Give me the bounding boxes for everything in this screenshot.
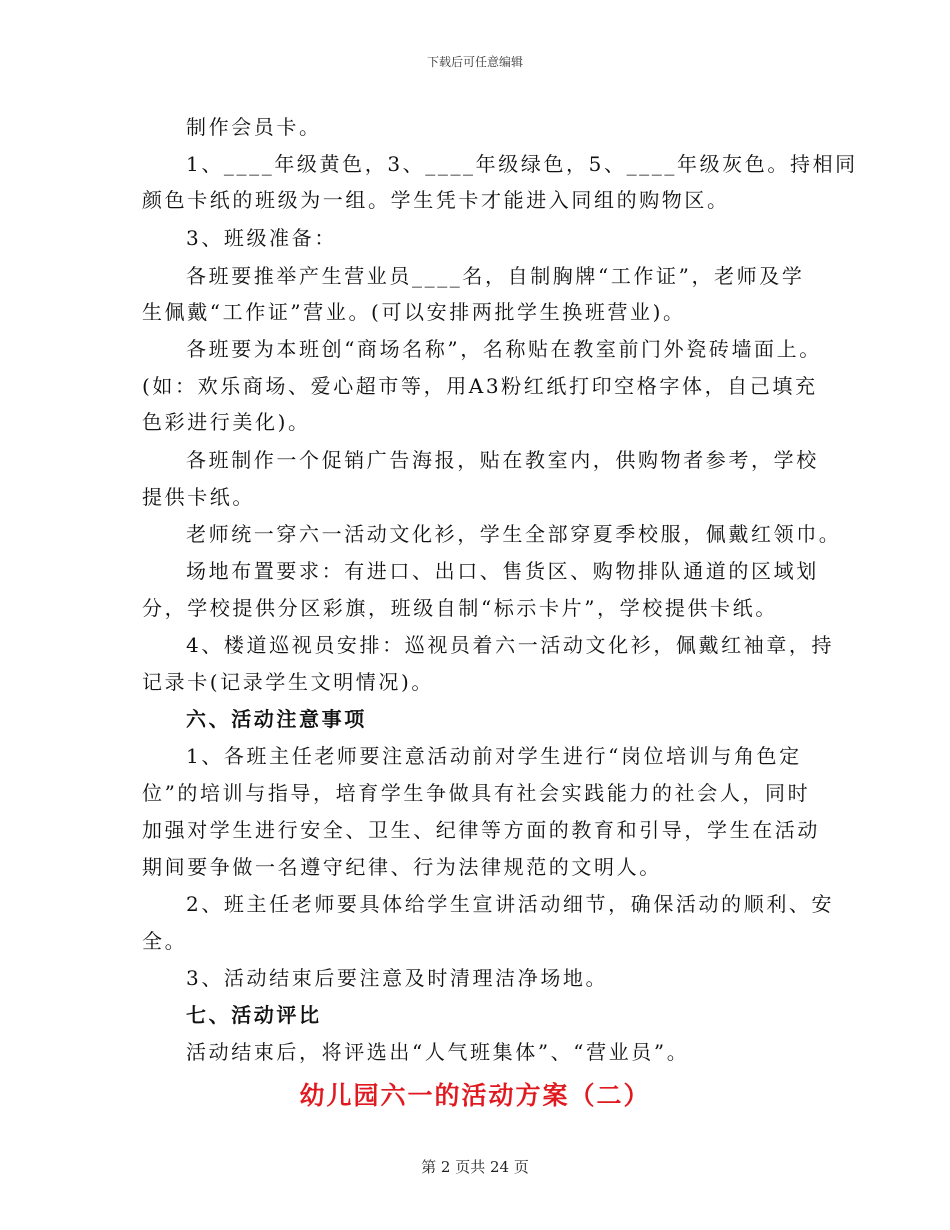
paragraph-line: 记录卡(记录学生文明情况)。 <box>142 670 435 694</box>
section-heading: 六、活动注意事项 <box>186 707 367 731</box>
paragraph-line: 2、班主任老师要具体给学生宣讲活动细节，确保活动的顺利、安 <box>186 892 835 916</box>
paragraph-line: 提供卡纸。 <box>142 485 255 509</box>
paragraph-line: 颜色卡纸的班级为一组。学生凭卡才能进入同组的购物区。 <box>142 188 730 212</box>
section-title: 幼儿园六一的活动方案（二） <box>299 1081 651 1110</box>
paragraph-line: 各班要为本班创“商场名称”，名称贴在教室前门外瓷砖墙面上。 <box>186 337 822 361</box>
paragraph-line: 4、楼道巡视员安排：巡视员着六一活动文化衫，佩戴红袖章，持 <box>186 633 835 657</box>
page-footer: 第 2 页共 24 页 <box>421 1158 529 1176</box>
paragraph-line: 制作会员卡。 <box>186 115 322 139</box>
paragraph-line: 加强对学生进行安全、卫生、纪律等方面的教育和引导，学生在活动 <box>142 818 820 842</box>
paragraph-line: 色彩进行美化)。 <box>142 410 311 434</box>
paragraph-line: 1、各班主任老师要注意活动前对学生进行“岗位培训与角色定 <box>186 744 802 768</box>
paragraph-line: 各班要推举产生营业员____名，自制胸牌“工作证”，老师及学 <box>186 264 805 288</box>
page-header: 下载后可任意编辑 <box>426 55 523 69</box>
paragraph-line: 分，学校提供分区彩旗，班级自制“标示卡片”，学校提供卡纸。 <box>142 596 778 620</box>
section-heading: 七、活动评比 <box>186 1003 322 1027</box>
paragraph-line: 3、活动结束后要注意及时清理洁净场地。 <box>186 966 609 990</box>
paragraph-line: 活动结束后，将评选出“人气班集体”、“营业员”。 <box>186 1040 690 1064</box>
paragraph-line: 期间要争做一名遵守纪律、行为法律规范的文明人。 <box>142 855 662 879</box>
paragraph-line: 场地布置要求：有进口、出口、售货区、购物排队通道的区域划 <box>186 559 819 583</box>
paragraph-line: 位”的培训与指导，培育学生争做具有社会实践能力的社会人，同时 <box>142 781 811 805</box>
paragraph-line: 生佩戴“工作证”营业。(可以安排两批学生换班营业)。 <box>142 300 686 324</box>
paragraph-line: 全。 <box>142 929 188 953</box>
paragraph-line: 各班制作一个促销广告海报，贴在教室内，供购物者参考，学校 <box>186 448 819 472</box>
paragraph-line: (如：欢乐商场、爱心超市等，用A3粉红纸打印空格字体，自己填充 <box>142 374 818 398</box>
paragraph-line: 1、____年级黄色，3、____年级绿色，5、____年级灰色。持相同 <box>186 152 858 176</box>
paragraph-line: 老师统一穿六一活动文化衫，学生全部穿夏季校服，佩戴红领巾。 <box>186 522 842 546</box>
paragraph-line: 3、班级准备： <box>186 226 337 250</box>
